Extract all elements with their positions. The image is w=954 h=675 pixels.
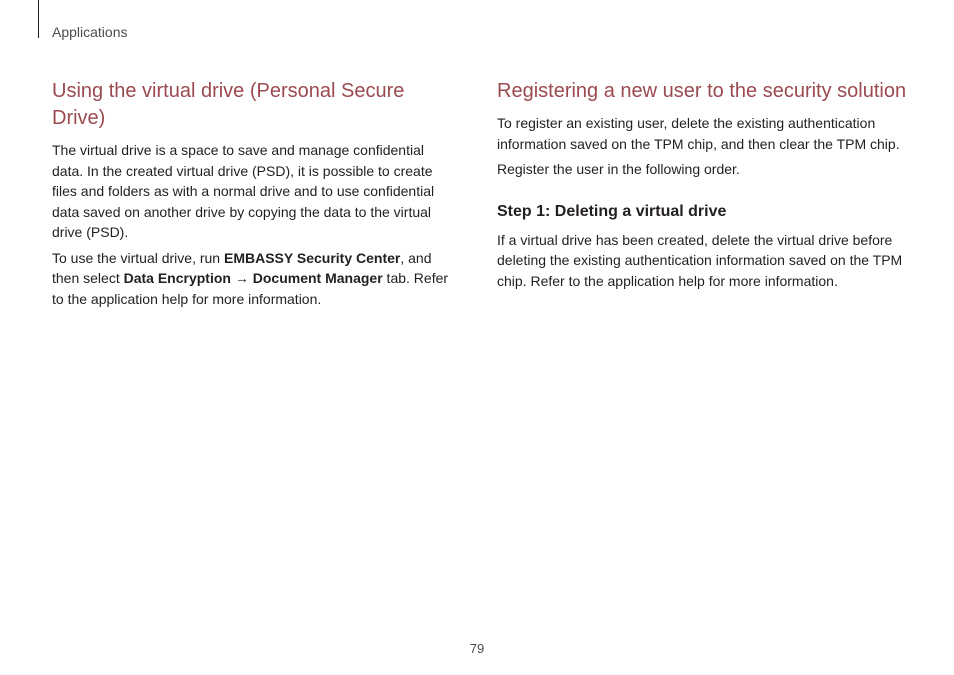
step1-title: Step 1: Deleting a virtual drive	[497, 202, 727, 220]
register-user-description: To register an existing user, delete the existing authentication information saved on the TPM chip, and then clear the TPM chip.	[497, 115, 900, 152]
running-header: Applications	[52, 24, 128, 40]
section-title-virtual-drive: Using the virtual drive (Personal Secure Drive)	[52, 80, 405, 129]
menu-data-encryption: Data Encryption	[123, 270, 231, 286]
tab-document-manager: Document Manager	[252, 270, 383, 286]
section-title-register-user: Registering a new user to the security solution	[497, 80, 907, 102]
instructions-text: , and then select	[52, 249, 432, 286]
menu-arrow: →	[230, 270, 253, 286]
virtual-drive-description: The virtual drive is a space to save and manage confidential data. In the created virtual drive (PSD), it is possible to create files and folders as with a normal drive and to use confidential data saved on another drive by copying the data to the virtual drive (PSD).	[52, 142, 435, 240]
page-number: 79	[469, 641, 485, 656]
register-user-order: Register the user in the following order.	[497, 161, 740, 177]
virtual-drive-instructions	[52, 248, 450, 310]
left-column	[52, 78, 450, 314]
header-rule	[38, 0, 39, 38]
step1-description: If a virtual drive has been created, delete the virtual drive before deleting the existing authentication information saved on the TPM chip. Refer to the application help for more information.	[497, 231, 903, 289]
instructions-text: tab. Refer to the application help for more information.	[52, 270, 449, 307]
instructions-text: To use the virtual drive, run	[52, 249, 224, 266]
app-name-embassy: EMBASSY Security Center	[223, 249, 401, 266]
right-column	[497, 78, 909, 296]
